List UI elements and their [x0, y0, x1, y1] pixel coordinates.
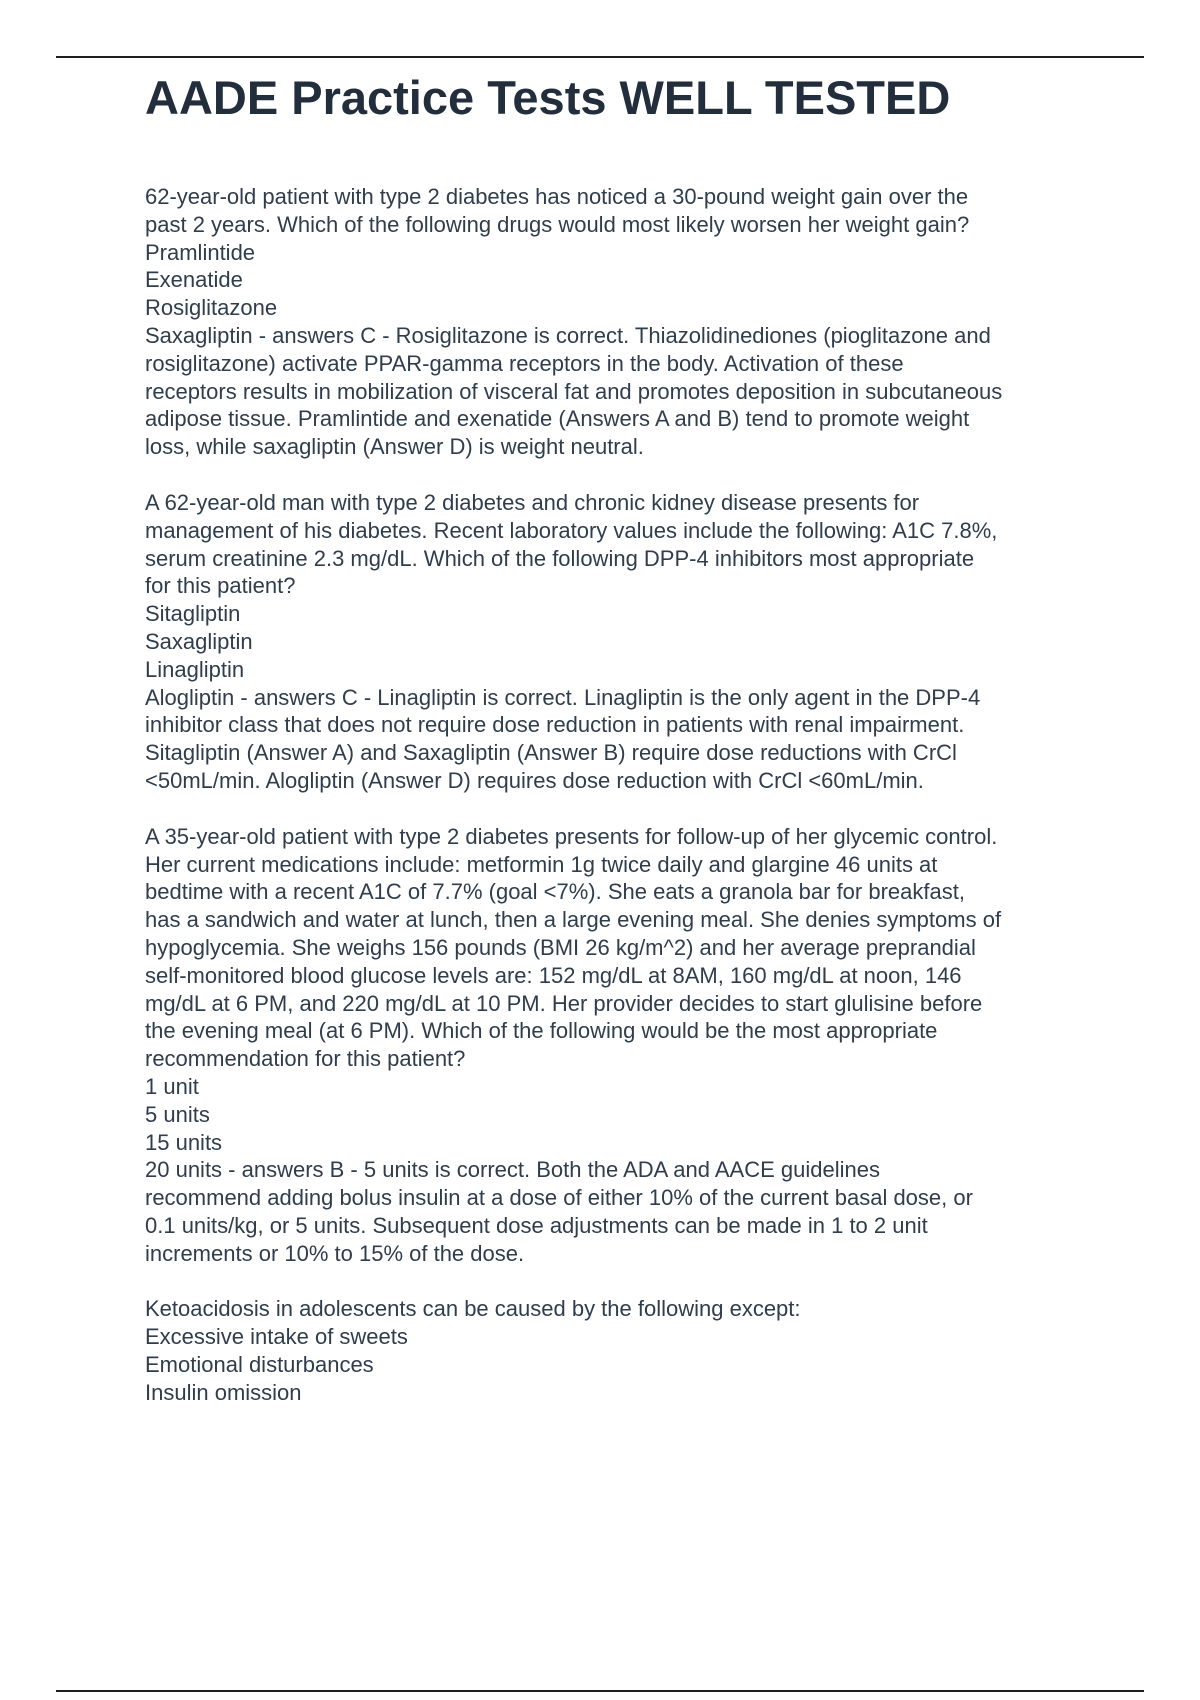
bottom-divider	[56, 1690, 1144, 1692]
text-line: Saxagliptin	[145, 628, 253, 654]
text-line: management of his diabetes. Recent laboratory values include the following: A1C 7.8%,	[145, 517, 998, 543]
text-line: self-monitored blood glucose levels are: 152 mg/dL at 8AM, 160 mg/dL at noon, 146	[145, 962, 962, 988]
question-block	[145, 183, 1090, 461]
text-line: Excessive intake of sweets	[145, 1324, 408, 1350]
text-line: past 2 years. Which of the following drugs would most likely worsen her weight gain?	[145, 211, 970, 237]
question-block	[145, 823, 1090, 1268]
text-line: Alogliptin - answers C - Linagliptin is correct. Linagliptin is the only agent in the DPP-4	[145, 684, 981, 710]
text-line: 62-year-old patient with type 2 diabetes has noticed a 30-pound weight gain over the	[145, 184, 969, 209]
text-line: loss, while saxagliptin (Answer D) is weight neutral.	[145, 434, 644, 460]
text-line: Ketoacidosis in adolescents can be caused by the following except:	[145, 1296, 801, 1322]
document-body	[145, 183, 1090, 1435]
text-line: A 35-year-old patient with type 2 diabetes presents for follow-up of her glycemic control.	[145, 823, 998, 849]
document-title: AADE Practice Tests WELL TESTED	[145, 71, 951, 124]
text-line: bedtime with a recent A1C of 7.7% (goal <7%). She eats a granola bar for breakfast,	[145, 879, 965, 905]
text-line: receptors results in mobilization of visceral fat and promotes deposition in subcutaneous	[145, 378, 1003, 404]
text-line: recommend adding bolus insulin at a dose of either 10% of the current basal dose, or	[145, 1185, 973, 1211]
question-block	[145, 489, 1090, 795]
text-line: 1 unit	[145, 1073, 199, 1099]
text-line: Pramlintide	[145, 239, 256, 265]
text-line: recommendation for this patient?	[145, 1046, 466, 1072]
text-line: mg/dL at 6 PM, and 220 mg/dL at 10 PM. Her provider decides to start glulisine before	[145, 990, 983, 1016]
text-line: 15 units	[145, 1129, 223, 1155]
text-line: inhibitor class that does not require dose reduction in patients with renal impairment.	[145, 712, 965, 738]
text-line: 20 units - answers B - 5 units is correct. Both the ADA and AACE guidelines	[145, 1157, 880, 1183]
text-line: adipose tissue. Pramlintide and exenatide (Answers A and B) tend to promote weight	[145, 406, 970, 432]
text-line: for this patient?	[145, 573, 296, 599]
text-line: rosiglitazone) activate PPAR-gamma receptors in the body. Activation of these	[145, 350, 904, 376]
text-line: Sitagliptin	[145, 601, 241, 627]
top-divider	[56, 56, 1144, 58]
text-line: Sitagliptin (Answer A) and Saxagliptin (Answer B) require dose reductions with CrCl	[145, 740, 957, 766]
text-line: Exenatide	[145, 267, 243, 293]
text-line: Emotional disturbances	[145, 1352, 374, 1378]
text-line: Insulin omission	[145, 1379, 302, 1405]
text-line: Her current medications include: metformin 1g twice daily and glargine 46 units at	[145, 851, 938, 877]
question-block	[145, 1295, 1090, 1406]
text-line: serum creatinine 2.3 mg/dL. Which of the following DPP-4 inhibitors most appropriate	[145, 545, 975, 571]
text-line: Linagliptin	[145, 656, 245, 682]
text-line: increments or 10% to 15% of the dose.	[145, 1240, 525, 1266]
text-line: A 62-year-old man with type 2 diabetes and chronic kidney disease presents for	[145, 489, 920, 515]
text-line: Rosiglitazone	[145, 295, 278, 321]
text-line: 0.1 units/kg, or 5 units. Subsequent dose adjustments can be made in 1 to 2 unit	[145, 1212, 928, 1238]
text-line: the evening meal (at 6 PM). Which of the following would be the most appropriate	[145, 1018, 938, 1044]
text-line: Saxagliptin - answers C - Rosiglitazone is correct. Thiazolidinediones (pioglitazone and	[145, 322, 991, 348]
text-line: hypoglycemia. She weighs 156 pounds (BMI 26 kg/m^2) and her average preprandial	[145, 934, 976, 960]
text-line: 5 units	[145, 1101, 210, 1127]
text-line: <50mL/min. Alogliptin (Answer D) requires dose reduction with CrCl <60mL/min.	[145, 767, 924, 793]
text-line: has a sandwich and water at lunch, then a large evening meal. She denies symptoms of	[145, 907, 1002, 933]
